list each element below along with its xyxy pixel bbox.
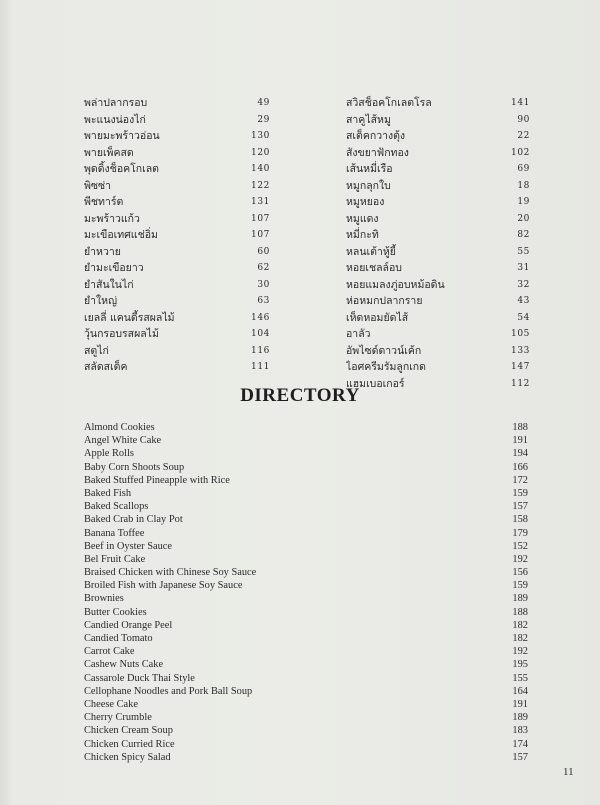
entry-page: 192: [512, 646, 528, 658]
entry-name: ยำสันในไก่: [84, 278, 134, 291]
entry-page: 183: [512, 725, 528, 737]
entry-name: Candied Tomato: [84, 633, 153, 644]
directory-entry: [84, 751, 528, 764]
thai-index-entry: [346, 211, 530, 228]
entry-page: 104: [251, 329, 270, 339]
entry-name: อาลัว: [346, 328, 371, 340]
entry-page: 156: [512, 567, 528, 579]
entry-name: Braised Chicken with Chinese Soy Sauce: [84, 567, 257, 579]
entry-page: 107: [251, 230, 270, 240]
entry-page: 191: [512, 435, 528, 447]
entry-page: 31: [517, 263, 530, 273]
thai-index-entry: [84, 95, 270, 112]
entry-page: 133: [511, 345, 530, 356]
thai-index-entry: [84, 128, 270, 145]
directory-list: [84, 421, 528, 764]
entry-page: 188: [512, 422, 528, 433]
entry-name: มะพร้าวแก้ว: [84, 212, 140, 225]
entry-page: 140: [251, 164, 270, 174]
entry-page: 102: [511, 147, 530, 158]
entry-page: 182: [512, 619, 528, 631]
entry-page: 62: [257, 263, 270, 273]
entry-page: 54: [517, 312, 530, 323]
thai-index-entry: [84, 293, 270, 310]
thai-index-entry: [84, 343, 270, 360]
entry-page: 29: [257, 114, 270, 125]
entry-name: หอยเชลล์อบ: [346, 262, 402, 274]
entry-page: 164: [512, 685, 528, 697]
thai-index-entry: [346, 145, 530, 162]
entry-name: หลนเต้าหู้ยี้: [346, 245, 396, 258]
thai-index-entry: [84, 112, 270, 129]
entry-page: 158: [512, 514, 528, 526]
entry-page: 60: [257, 246, 270, 257]
entry-page: 166: [512, 461, 528, 473]
entry-page: 152: [512, 540, 528, 552]
entry-name: Cashew Nuts Cake: [84, 659, 164, 671]
entry-page: 111: [251, 362, 270, 372]
directory-entry: [84, 738, 528, 751]
thai-index-right-column: [346, 95, 530, 392]
entry-page: 63: [257, 296, 270, 306]
entry-name: Butter Cookies: [84, 606, 147, 618]
entry-page: 20: [517, 213, 530, 224]
thai-index-entry: [84, 227, 270, 244]
entry-name: Chicken Curried Rice: [84, 738, 175, 750]
directory-heading: DIRECTORY: [240, 385, 360, 406]
entry-page: 32: [517, 279, 530, 290]
directory-entry: [84, 579, 528, 592]
entry-page: 43: [517, 296, 530, 306]
entry-name: วุ้นกรอบรสผลไม้: [84, 328, 159, 340]
entry-name: Cellophane Noodles and Pork Ball Soup: [84, 685, 253, 697]
thai-index-entry: [84, 178, 270, 195]
directory-entry: [84, 474, 528, 487]
entry-page: 146: [251, 312, 270, 323]
thai-index-entry: [84, 244, 270, 261]
entry-name: หมูหยอง: [346, 196, 385, 208]
entry-name: Chicken Cream Soup: [84, 725, 173, 737]
entry-name: Cheese Cake: [84, 698, 138, 710]
entry-page: 188: [512, 606, 528, 618]
entry-name: พายเพ็คสด: [84, 146, 134, 159]
entry-name: พีชทาร์ต: [84, 196, 124, 208]
entry-page: 191: [512, 698, 528, 710]
entry-page: 120: [251, 147, 270, 158]
entry-page: 147: [511, 362, 530, 372]
entry-name: ยำใหญ่: [84, 295, 118, 307]
directory-entry: [84, 632, 528, 645]
entry-name: Baby Corn Shoots Soup: [84, 461, 185, 473]
directory-entry: [84, 698, 528, 711]
entry-name: Almond Cookies: [84, 422, 155, 433]
directory-entry: [84, 606, 528, 619]
thai-index-entry: [84, 277, 270, 294]
entry-name: สาคูไส้หมู: [346, 113, 391, 126]
entry-name: Beef in Oyster Sauce: [84, 540, 173, 552]
thai-index-entry: [84, 145, 270, 162]
entry-name: Brownies: [84, 593, 124, 605]
entry-name: Baked Stuffed Pineapple with Rice: [84, 474, 230, 486]
entry-page: 192: [512, 553, 528, 565]
directory-entry: [84, 461, 528, 474]
entry-name: พิซซ่า: [84, 179, 112, 192]
entry-page: 30: [257, 279, 270, 290]
entry-name: Candied Orange Peel: [84, 619, 173, 631]
entry-page: 22: [517, 131, 530, 141]
entry-page: 131: [251, 197, 270, 207]
thai-index-entry: [84, 359, 270, 376]
thai-index-entry: [346, 293, 530, 310]
entry-name: แฮมเบอเกอร์: [346, 377, 405, 390]
entry-name: ยำมะเขือยาว: [84, 262, 144, 274]
entry-name: Broiled Fish with Japanese Soy Sauce: [84, 580, 243, 592]
directory-entry: [84, 658, 528, 671]
entry-page: 130: [251, 131, 270, 141]
entry-name: Baked Crab in Clay Pot: [84, 514, 183, 526]
directory-entry: [84, 592, 528, 605]
directory-entry: [84, 619, 528, 632]
entry-page: 107: [251, 213, 270, 224]
entry-page: 112: [511, 378, 530, 389]
entry-name: หมี่กะทิ: [346, 229, 379, 241]
entry-page: 157: [512, 501, 528, 513]
entry-name: เยลลี่ แคนดี้รสผลไม้: [84, 311, 175, 324]
entry-page: 157: [512, 751, 528, 763]
entry-name: Chicken Spicy Salad: [84, 751, 171, 763]
directory-entry: [84, 724, 528, 737]
entry-name: หมูแดง: [346, 212, 379, 225]
thai-index-entry: [84, 161, 270, 178]
entry-name: สวิสช็อคโกเลตโรล: [346, 97, 432, 109]
directory-entry: [84, 566, 528, 579]
entry-page: 122: [251, 180, 270, 191]
entry-page: 194: [512, 448, 528, 460]
thai-index-entry: [84, 260, 270, 277]
directory-entry: [84, 487, 528, 500]
directory-entry: [84, 434, 528, 447]
entry-page: 195: [512, 659, 528, 671]
thai-index-entry: [346, 343, 530, 360]
entry-name: พุดดิ้งช็อคโกเลต: [84, 163, 159, 175]
directory-entry: [84, 540, 528, 553]
entry-name: สังขยาฟักทอง: [346, 146, 409, 159]
entry-page: 159: [512, 487, 528, 499]
directory-entry: [84, 513, 528, 526]
entry-name: สเต็คกวางตุ้ง: [346, 130, 406, 142]
directory-entry: [84, 500, 528, 513]
entry-name: Angel White Cake: [84, 435, 162, 447]
entry-name: เส้นหมี่เรือ: [346, 163, 393, 175]
directory-entry: [84, 447, 528, 460]
entry-page: 49: [257, 98, 270, 108]
thai-index-entry: [346, 244, 530, 261]
entry-name: หมูกลุกใบ: [346, 179, 391, 192]
entry-page: 116: [251, 345, 270, 356]
entry-page: 18: [517, 180, 530, 191]
entry-name: เห็ดหอมยัดไส้: [346, 311, 409, 324]
entry-page: 82: [517, 230, 530, 240]
directory-entry: [84, 527, 528, 540]
entry-name: Carrot Cake: [84, 646, 135, 658]
entry-page: 189: [512, 712, 528, 724]
entry-page: 19: [517, 197, 530, 207]
entry-name: พายมะพร้าวอ่อน: [84, 130, 160, 142]
entry-page: 174: [512, 738, 528, 750]
thai-index-entry: [346, 112, 530, 129]
entry-name: มะเขือเทศแช่อิ่ม: [84, 229, 158, 241]
directory-entry: [84, 553, 528, 566]
entry-name: ไอศครีมรัมลูกเกด: [346, 361, 426, 373]
directory-entry: [84, 685, 528, 698]
entry-page: 155: [512, 672, 528, 684]
entry-name: Cherry Crumble: [84, 712, 152, 724]
entry-page: 159: [512, 580, 528, 592]
directory-entry: [84, 645, 528, 658]
thai-index-entry: [346, 95, 530, 112]
entry-page: 179: [512, 527, 528, 539]
thai-index-entry: [346, 359, 530, 376]
entry-name: ห่อหมกปลากราย: [346, 295, 423, 307]
thai-index-entry: [346, 161, 530, 178]
thai-index-entry: [84, 310, 270, 327]
entry-page: 189: [512, 593, 528, 605]
thai-index-entry: [84, 211, 270, 228]
entry-name: พล่าปลากรอบ: [84, 97, 148, 109]
thai-index-entry: [84, 326, 270, 343]
thai-index-entry: [346, 310, 530, 327]
entry-name: สลัดสเต็ค: [84, 361, 128, 373]
entry-page: 182: [512, 633, 528, 644]
directory-entry: [84, 421, 528, 434]
entry-name: อัพไซด์ดาวน์เค้ก: [346, 344, 422, 357]
thai-index-entry: [346, 326, 530, 343]
entry-page: 141: [511, 98, 530, 108]
thai-index-entry: [346, 277, 530, 294]
entry-name: Banana Toffee: [84, 527, 145, 539]
entry-page: 55: [517, 246, 530, 257]
thai-index-entry: [346, 260, 530, 277]
thai-index-entry: [84, 194, 270, 211]
thai-index-entry: [346, 128, 530, 145]
entry-page: 69: [517, 164, 530, 174]
entry-name: หอยแมลงภู่อบหม้อดิน: [346, 278, 445, 291]
directory-entry: [84, 711, 528, 724]
entry-name: Apple Rolls: [84, 448, 134, 460]
entry-name: Baked Fish: [84, 487, 132, 499]
entry-name: Baked Scallops: [84, 501, 149, 513]
entry-page: 172: [512, 474, 528, 486]
entry-page: 90: [517, 114, 530, 125]
page-number: 11: [563, 766, 574, 778]
thai-index-entry: [346, 194, 530, 211]
entry-name: สตูไก่: [84, 344, 109, 357]
entry-name: Bel Fruit Cake: [84, 553, 146, 565]
entry-name: Cassarole Duck Thai Style: [84, 672, 195, 684]
entry-page: 105: [511, 329, 530, 339]
directory-entry: [84, 672, 528, 685]
thai-index-entry: [346, 227, 530, 244]
thai-index-entry: [346, 178, 530, 195]
entry-name: พะแนงน่องไก่: [84, 113, 146, 126]
thai-index-left-column: [84, 95, 270, 376]
entry-name: ยำหวาย: [84, 245, 121, 258]
